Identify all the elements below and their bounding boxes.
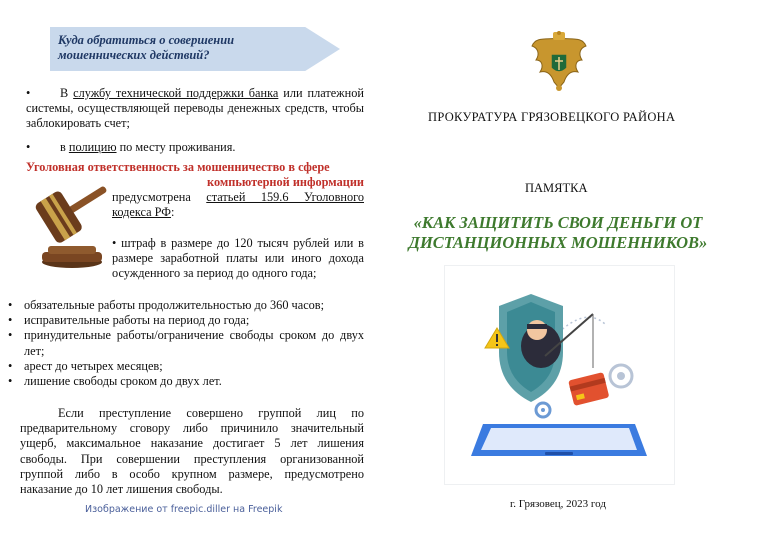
fraud-illustration [444,265,675,485]
contact-item-bank: • В службу технической поддержки банка или платежной системы, осуществляющей переводы денежных средств, чтобы заблокировать счет; [26,86,364,131]
contact-item-police: • в полицию по месту проживания. [26,140,236,154]
penalty-item: • обязательные работы продолжительностью до 360 часов; [8,298,364,313]
bullet-icon: • [112,236,122,250]
criminal-code-link[interactable]: статьей 159.6 Уголовного кодекса РФ [112,190,364,220]
brochure-title: «КАК ЗАЩИТИТЬ СВОИ ДЕНЬГИ ОТ ДИСТАНЦИОННЫХ МОШЕННИКОВ» [408,213,708,252]
article-reference: предусмотрена статьей 159.6 Уголовного кодекса РФ: [112,190,364,220]
bank-support-link[interactable]: службу технической поддержки банка [73,86,279,100]
penalty-item: • лишение свободы сроком до двух лет. [8,374,364,389]
place-and-year: г. Грязовец, 2023 год [510,498,606,510]
penalty-list [8,298,364,389]
bullet-icon: • [26,140,31,154]
bullet-icon: • [26,86,31,100]
image-credit: Изображение от freepic.diller на Freepik [85,504,283,515]
memo-label: ПАМЯТКА [525,181,588,195]
group-crime-paragraph: Если преступление совершено группой лиц по предварительному сговору либо причинило значительный ущерб, максимальное наказание достигает 5 лет лишения свободы. При совершении преступления организованной группой либо в особо крупном размере, предусмотрено наказание до 10 лет лишения свободы. [20,406,364,497]
police-link[interactable]: полицию [68,140,117,154]
phone-fraud-icon [445,266,674,484]
liability-heading-line2: компьютерной информации [207,175,364,189]
banner-title: Куда обратиться о совершении мошеннических действий? [58,33,235,62]
penalty-item: • исправительные работы на период до года; [8,313,364,328]
penalty-item: • арест до четырех месяцев; [8,359,364,374]
liability-heading-line1: Уголовная ответственность за мошенничество в сфере [26,160,330,174]
prosecutor-emblem-icon [528,30,590,94]
penalty-item: • принудительные работы/ограничение свободы сроком до двух лет; [8,328,364,358]
penalty-fine: • штраф в размере до 120 тысяч рублей или в размере заработной платы или иного дохода осужденного за период до одного года; [112,236,364,281]
organization-name: ПРОКУРАТУРА ГРЯЗОВЕЦКОГО РАЙОНА [428,110,676,124]
